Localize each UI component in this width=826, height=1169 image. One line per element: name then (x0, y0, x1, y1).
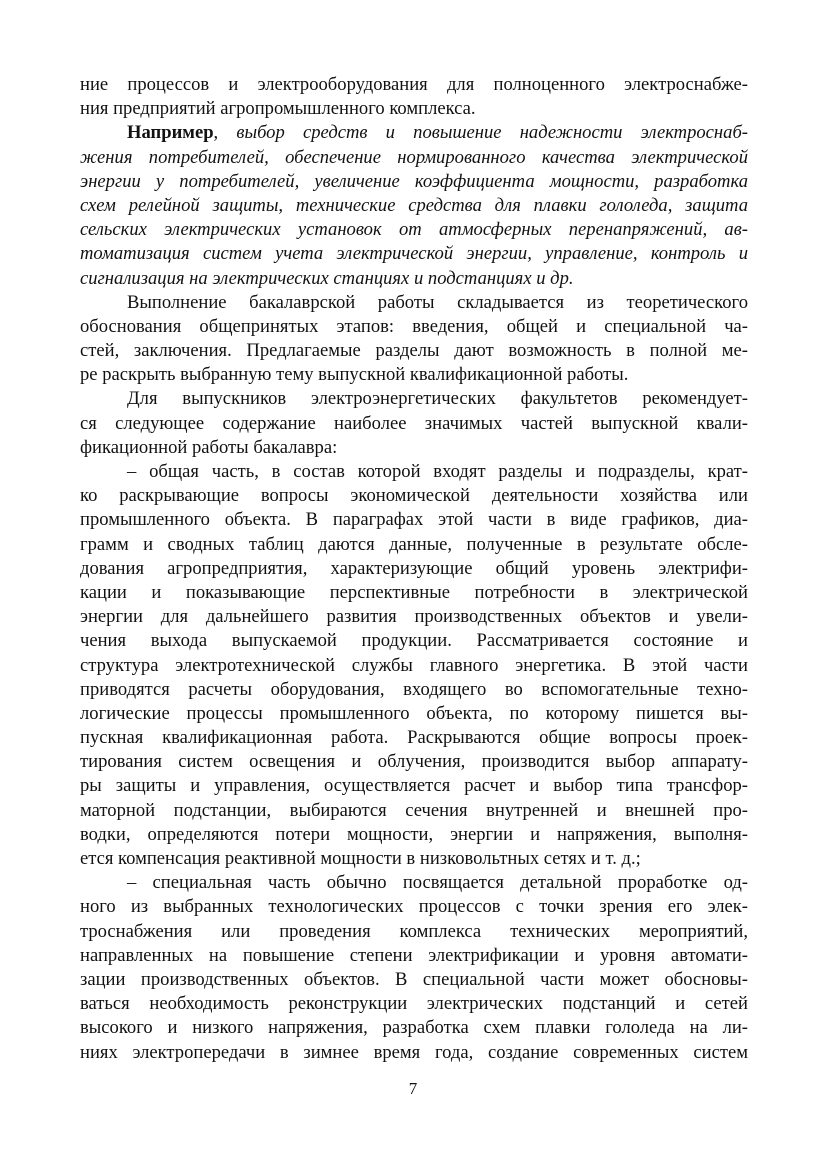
text-line: чения выхода выпускаемой продукции. Рассматривается состояние и (80, 630, 748, 652)
text-line: стей, заключения. Предлагаемые разделы дают возможность в полной ме- (80, 340, 748, 362)
text-line: энергии у потребителей, увеличение коэффициента мощности, разработка (80, 170, 748, 192)
text-line: сельских электрических установок от атмосферных перенапряжений, ав- (80, 219, 748, 241)
example-lead-bold: Например (127, 122, 214, 144)
text-line: троснабжения или проведения комплекса технических мероприятий, (80, 920, 748, 942)
text-line: дования агропредприятия, характеризующие общий уровень электрифи- (80, 557, 748, 579)
document-page (80, 73, 748, 1065)
text-line: приводятся расчеты оборудования, входящего во вспомогательные техно- (80, 678, 748, 700)
paragraph-6-special-part (80, 871, 748, 1065)
text-line: – общая часть, в состав которой входят разделы и подразделы, крат- (127, 461, 748, 482)
paragraph-3 (80, 291, 748, 388)
text-line: ного из выбранных технологических процессов с точки зрения его элек- (80, 896, 748, 918)
text-line: ре раскрыть выбранную тему выпускной квалификационной работы. (80, 364, 629, 386)
text-line: Выполнение бакалаврской работы складывается из теоретического (127, 291, 748, 313)
paragraph-2-example (80, 121, 748, 290)
text-line: зации производственных объектов. В специальной части может обосновы- (80, 968, 748, 990)
text-line: ниях электропередачи в зимнее время года, создание современных систем (80, 1041, 748, 1063)
text-line: ко раскрывающие вопросы экономической деятельности хозяйства или (80, 485, 748, 507)
text-line: обоснования общепринятых этапов: введения, общей и специальной ча- (80, 315, 748, 337)
paragraph-1 (80, 73, 748, 121)
text-line: ние процессов и электрооборудования для полноценного электроснабже- (80, 74, 748, 95)
example-lead-comma: , (213, 122, 237, 144)
text-line: фикационной работы бакалавра: (80, 436, 338, 458)
text-line: кации и показывающие перспективные потребности в электрической (80, 581, 748, 603)
text-line: схем релейной защиты, технические средства для плавки гололеда, защита (80, 194, 748, 216)
text-line: энергии для дальнейшего развития производственных объектов и увели- (80, 606, 748, 628)
text-line: пускная квалификационная работа. Раскрываются общие вопросы проек- (80, 727, 748, 749)
text-line (80, 121, 748, 145)
example-italic-start: выбор средств и повышение надежности электроснаб- (236, 122, 749, 144)
text-line: ваться необходимость реконструкции электрических подстанций и сетей (80, 993, 748, 1015)
text-line: грамм и сводных таблиц даются данные, полученные в результате обсле- (80, 533, 748, 555)
text-line: структура электротехнической службы главного энергетика. В этой части (80, 654, 748, 676)
text-line: – специальная часть обычно посвящается детальной проработке од- (127, 872, 748, 894)
page-number: 7 (408, 1079, 418, 1098)
text-line: ния предприятий агропромышленного комплекса. (80, 98, 476, 120)
text-line: направленных на повышение степени электрификации и уровня автомати- (80, 944, 748, 966)
text-line: логические процессы промышленного объекта, по которому пишется вы- (80, 702, 748, 724)
text-line: водки, определяются потери мощности, энергии и напряжения, выполня- (80, 823, 748, 845)
text-line: высокого и низкого напряжения, разработка схем плавки гололеда на ли- (80, 1017, 748, 1039)
paragraph-4 (80, 387, 748, 460)
text-line: тирования систем освещения и облучения, производится выбор аппарату- (80, 751, 748, 773)
text-line: томатизация систем учета электрической энергии, управление, контроль и (80, 243, 748, 265)
text-line: Для выпускников электроэнергетических факультетов рекомендует- (127, 388, 748, 410)
text-line: ры защиты и управления, осуществляется расчет и выбор типа трансфор- (80, 775, 748, 797)
text-line: жения потребителей, обеспечение нормированного качества электрической (80, 146, 748, 168)
text-line: промышленного объекта. В параграфах этой части в виде графиков, диа- (80, 509, 748, 531)
paragraph-5-general-part (80, 460, 748, 871)
text-line: маторной подстанции, выбираются сечения внутренней и внешней про- (80, 799, 748, 821)
text-line: ся следующее содержание наиболее значимых частей выпускной квали- (80, 412, 748, 434)
text-line: ется компенсация реактивной мощности в низковольтных сетях и т. д.; (80, 848, 641, 869)
text-line: сигнализация на электрических станциях и подстанциях и др. (80, 267, 574, 289)
